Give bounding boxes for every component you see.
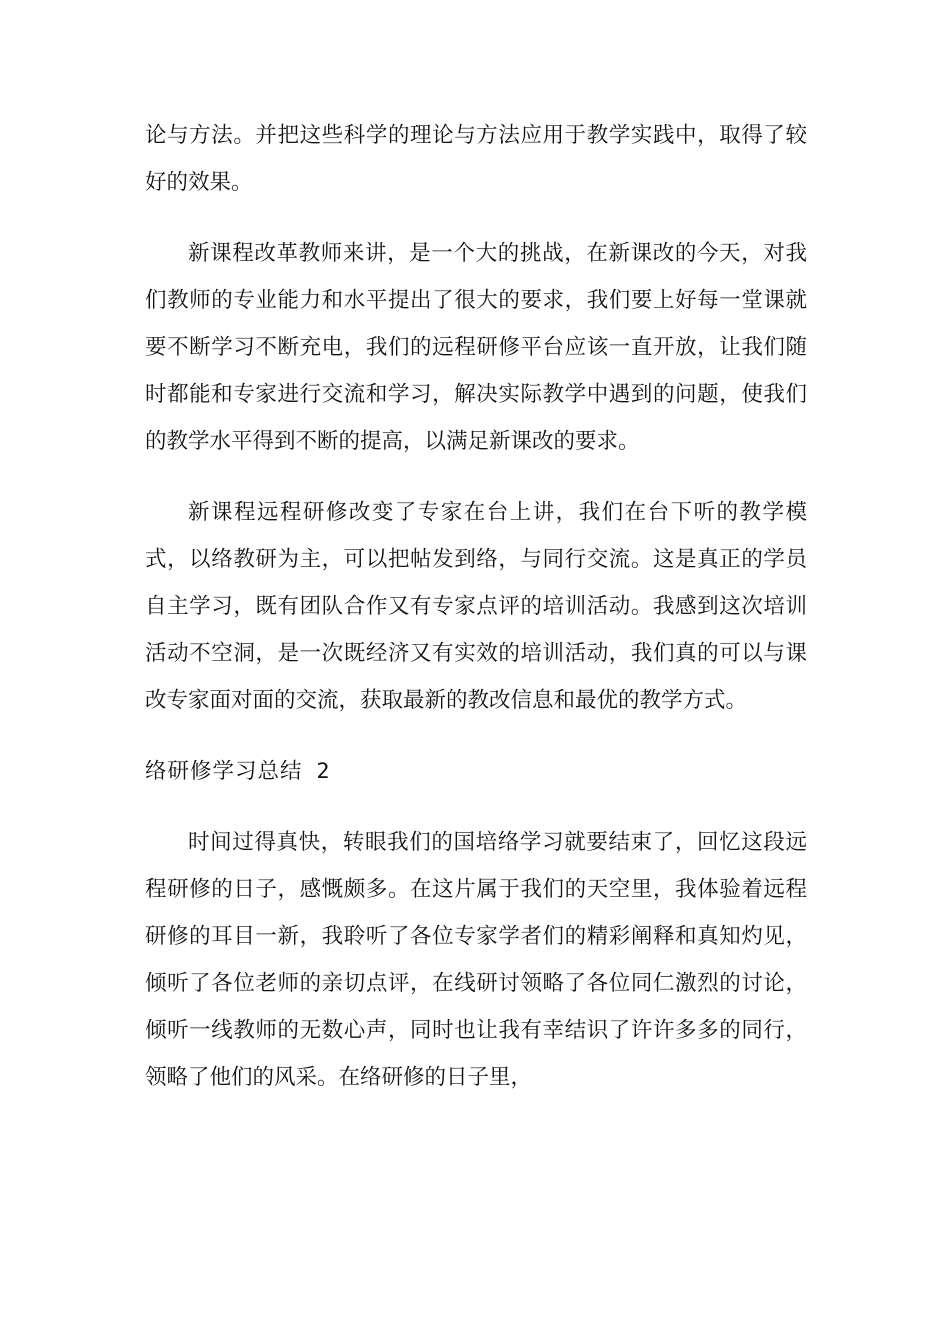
paragraph-curriculum-reform: 新课程改革教师来讲，是一个大的挑战，在新课改的今天，对我们教师的专业能力和水平提出了很大的要求，我们要上好每一堂课就要不断学习不断充电，我们的远程研修平台应该一直开放，让我们随时都能和专家进行交流和学习，解决实际教学中遇到的问题，使我们的教学水平得到不断的提高，以满足新课改的要求。 <box>145 241 807 454</box>
paragraph-remote-training: 新课程远程研修改变了专家在台上讲，我们在台下听的教学模式，以络教研为主，可以把帖发到络，与同行交流。这是真正的学员自主学习，既有团队合作又有专家点评的培训活动。我感到这次培训活动不空洞，是一次既经济又有实效的培训活动，我们真的可以与课改专家面对面的交流，获取最新的教改信息和最优的教学方式。 <box>145 500 807 713</box>
paragraph-continuation: 论与方法。并把这些科学的理论与方法应用于教学实践中，取得了较好的效果。 <box>145 123 807 195</box>
paragraph-summary-2: 时间过得真快，转眼我们的国培络学习就要结束了，回忆这段远程研修的日子，感慨颇多。在这片属于我们的天空里，我体验着远程研修的耳目一新，我聆听了各位专家学者们的精彩阐释和真知灼见，倾听了各位老师的亲切点评，在线研讨领略了各位同仁激烈的讨论，倾听一线教师的无数心声，同时也让我有幸结识了许许多多的同行，领略了他们的风采。在络研修的日子里， <box>145 830 807 1090</box>
section-heading: 络研修学习总结 2 <box>145 759 331 784</box>
document-body <box>145 112 807 1125</box>
